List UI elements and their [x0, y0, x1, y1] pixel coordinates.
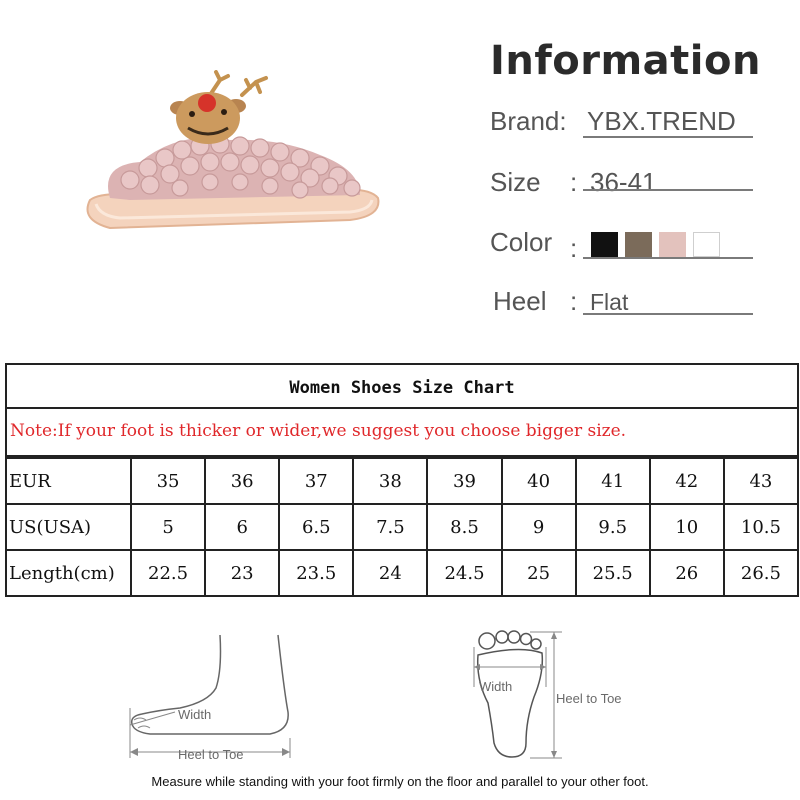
table-cell: 7.5	[353, 504, 427, 550]
brand-underline	[583, 136, 753, 138]
table-cell: 9	[502, 504, 576, 550]
swatch-pink	[659, 232, 686, 257]
foot-side-icon	[120, 630, 300, 765]
table-cell: 43	[724, 458, 798, 504]
table-cell: 9.5	[576, 504, 650, 550]
chart-title: Women Shoes Size Chart	[5, 363, 799, 409]
table-cell: 6.5	[279, 504, 353, 550]
color-label: Color	[490, 227, 553, 257]
color-underline	[583, 257, 753, 259]
table-cell: 42	[650, 458, 724, 504]
row-label: Length(cm)	[6, 550, 131, 596]
table-row-us	[6, 504, 798, 550]
size-table	[5, 457, 799, 597]
swatch-black	[591, 232, 618, 257]
size-label: Size	[490, 167, 541, 197]
table-cell: 23	[205, 550, 279, 596]
foot-sole-diagram	[450, 625, 650, 760]
table-cell: 41	[576, 458, 650, 504]
heel-colon: :	[570, 286, 578, 316]
table-cell: 26	[650, 550, 724, 596]
row-label: EUR	[6, 458, 131, 504]
table-cell: 25.5	[576, 550, 650, 596]
table-cell: 24	[353, 550, 427, 596]
table-cell: 10	[650, 504, 724, 550]
side-width-label: Width	[178, 707, 212, 722]
size-colon: :	[570, 167, 578, 197]
table-cell: 5	[131, 504, 205, 550]
table-cell: 38	[353, 458, 427, 504]
table-cell: 24.5	[427, 550, 501, 596]
swatch-brown	[625, 232, 652, 257]
table-cell: 23.5	[279, 550, 353, 596]
table-cell: 26.5	[724, 550, 798, 596]
row-label: US(USA)	[6, 504, 131, 550]
size-underline	[583, 189, 753, 191]
table-cell: 36	[205, 458, 279, 504]
table-cell: 8.5	[427, 504, 501, 550]
table-row-eur	[6, 458, 798, 504]
table-cell: 37	[279, 458, 353, 504]
measure-caption: Measure while standing with your foot firmly on the floor and parallel to your other foot.	[151, 774, 649, 789]
product-image	[70, 70, 390, 250]
brand-label: Brand:	[490, 106, 567, 136]
reindeer-ornament	[170, 72, 266, 144]
heel-value: Flat	[590, 289, 629, 315]
sole-width-label: Width	[479, 679, 513, 694]
table-cell: 25	[502, 550, 576, 596]
size-value: 36-41	[590, 167, 657, 197]
sole-heel-toe-label: Heel to Toe	[556, 691, 622, 706]
table-cell: 6	[205, 504, 279, 550]
foot-side-diagram	[120, 630, 300, 765]
table-cell: 39	[427, 458, 501, 504]
table-cell: 22.5	[131, 550, 205, 596]
brand-value: YBX.TREND	[587, 106, 736, 136]
size-chart	[5, 363, 800, 603]
color-colon: :	[570, 233, 578, 263]
side-heel-toe-label: Heel to Toe	[178, 747, 244, 762]
table-row-length	[6, 550, 798, 596]
table-cell: 10.5	[724, 504, 798, 550]
table-cell: 40	[502, 458, 576, 504]
chart-note: Note:If your foot is thicker or wider,we suggest you choose bigger size.	[5, 407, 799, 457]
heel-underline	[583, 313, 753, 315]
table-cell: 35	[131, 458, 205, 504]
heel-label: Heel	[493, 286, 547, 316]
swatch-white	[693, 232, 720, 257]
info-title: Information	[490, 38, 761, 84]
